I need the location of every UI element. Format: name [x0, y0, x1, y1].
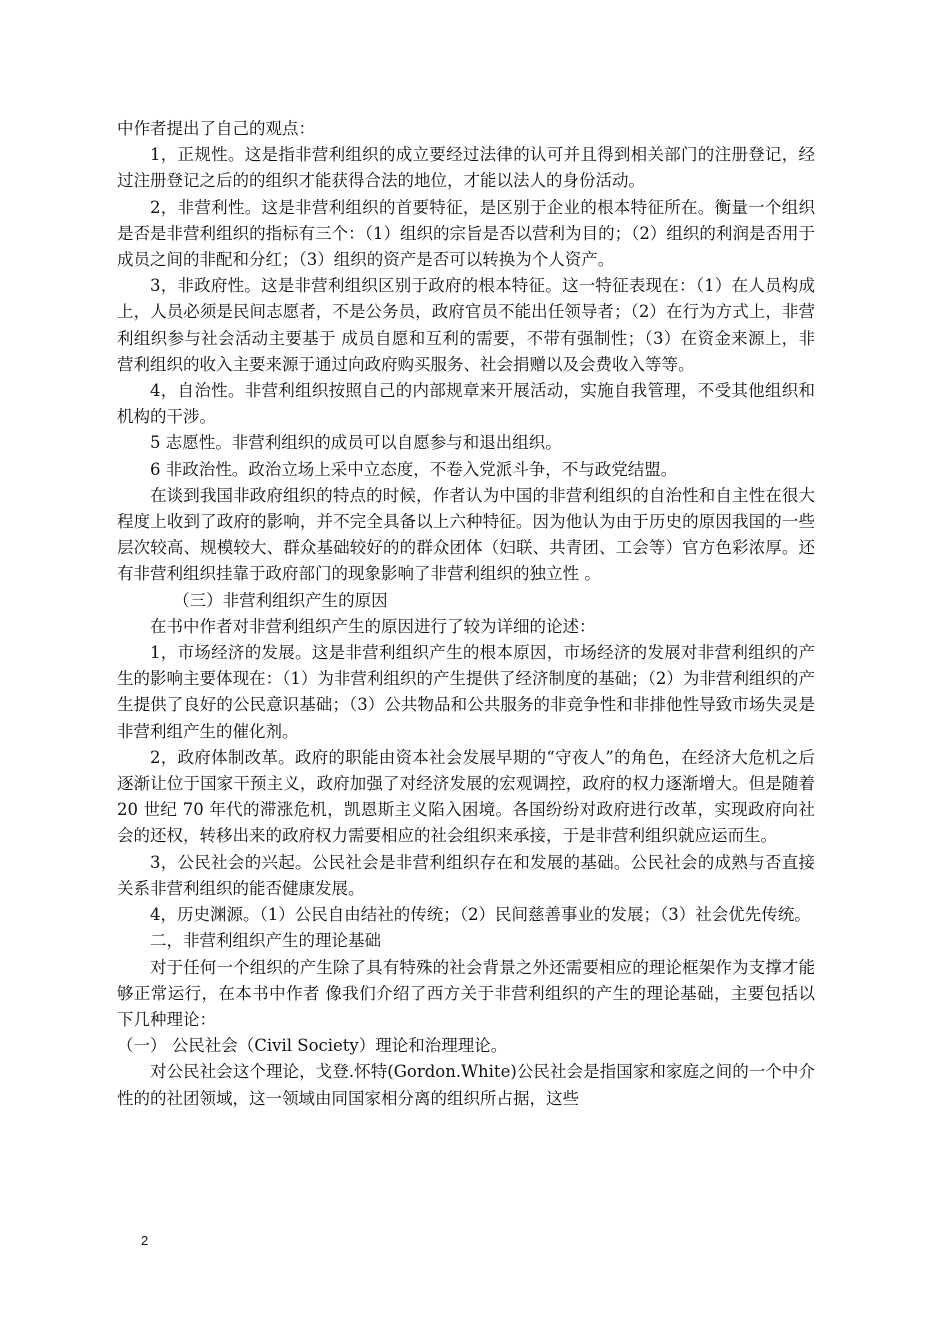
paragraph-voluntary: 5 志愿性。非营利组织的成员可以自愿参与和退出组织。	[150, 433, 562, 453]
paragraph-china-characteristics: 在谈到我国非政府组织的特点的时候，作者认为中国的非营利组织的自治性和自主性在很大程度上收到了政府的影响，并不完全具备以上六种特征。因为他认为由于历史的原因我国的一些层次较高、规模较大、群众基础较好的的群众团体（妇联、共青团、工会等）官方色彩浓厚。还有非营利组织挂靠于政府部门的现象影响了非营利组织的独立性 。	[117, 485, 815, 584]
paragraph-non-profit: 2，非营利性。这是非营利组织的首要特征，是区别于企业的根本特征所在。衡量一个组织是否是非营利组织的指标有三个：（1）组织的宗旨是否以营利为目的；（2）组织的利润是否用于成员之间的非配和分红；（3）组织的资产是否可以转换为个人资产。	[117, 197, 815, 270]
paragraph-non-political: 6 非政治性。政治立场上采中立态度，不卷入党派斗争，不与政党结盟。	[150, 459, 678, 479]
paragraph-civil-society-rise: 3，公民社会的兴起。公民社会是非营利组织存在和发展的基础。公民社会的成熟与否直接关系非营利组织的能否健康发展。	[117, 852, 815, 898]
paragraph-historical-roots: 4，历史渊源。（1）公民自由结社的传统；（2）民间慈善事业的发展；（3）社会优先传统。	[150, 905, 811, 925]
paragraph-non-government: 3，非政府性。这是非营利组织区别于政府的根本特征。这一特征表现在：（1）在人员构成上，人员必须是民间志愿者，不是公务员，政府官员不能出任领导者；（2）在行为方式上，非营利组织参与社会活动主要基于 成员自愿和互利的需要，不带有强制性；（3）在资金来源上，非营利组织的收入主要来源于通过向政府购买服务、社会捐赠以及会费收入等等。	[117, 276, 815, 374]
paragraph-civil-society-definition: 对公民社会这个理论，戈登.怀特(Gordon.White)公民社会是指国家和家庭之间的一个中介性的的社团领域，这一领域由同国家相分离的组织所占据，这些	[117, 1062, 815, 1108]
page-number: 2	[141, 1233, 149, 1248]
paragraph-autonomy: 4，自治性。非营利组织按照自己的内部规章来开展活动，实施自我管理，不受其他组织和机构的干涉。	[117, 381, 815, 427]
subsection-heading-civil-society-theory: （一） 公民社会（Civil Society）理论和治理理论。	[117, 1036, 508, 1056]
document-body	[117, 116, 815, 1112]
paragraph-theory-intro: 对于任何一个组织的产生除了具有特殊的社会背景之外还需要相应的理论框架作为支撑才能够正常运行，在本书中作者 像我们介绍了西方关于非营利组织的产生的理论基础，主要包括以下几种理论：	[117, 957, 815, 1029]
paragraph-causes-intro: 在书中作者对非营利组织产生的原因进行了较为详细的论述：	[150, 616, 596, 636]
paragraph-government-reform: 2，政府体制改革。政府的职能由资本社会发展早期的“守夜人”的角色，在经济大危机之后逐渐让位于国家干预主义，政府加强了对经济发展的宏观调控，政府的权力逐渐增大。但是随着 20 世纪 70 年代的滞涨危机，凯恩斯主义陷入困境。各国纷纷对政府进行改革，实现政府向社会的还权，转移出来的政府权力需要相应的社会组织来承接，于是非营利组织就应运而生。	[117, 747, 815, 846]
paragraph-market-economy: 1，市场经济的发展。这是非营利组织产生的根本原因，市场经济的发展对非营利组织的产生的影响主要体现在：（1）为非营利组织的产生提供了经济制度的基础；（2）为非营利组织的产生提供了良好的公民意识基础；（3）公共物品和公共服务的非竞争性和非排他性导致市场失灵是非营利组产生的催化剂。	[117, 643, 815, 741]
section-heading-theory: 二，非营利组织产生的理论基础	[150, 931, 381, 951]
paragraph-intro-continuation: 中作者提出了自己的观点：	[117, 119, 315, 138]
section-heading-causes: （三）非营利组织产生的原因	[173, 590, 388, 610]
paragraph-formality: 1，正规性。这是指非营利组织的成立要经过法律的认可并且得到相关部门的注册登记，经过注册登记之后的的组织才能获得合法的地位，才能以法人的身份活动。	[117, 145, 815, 191]
